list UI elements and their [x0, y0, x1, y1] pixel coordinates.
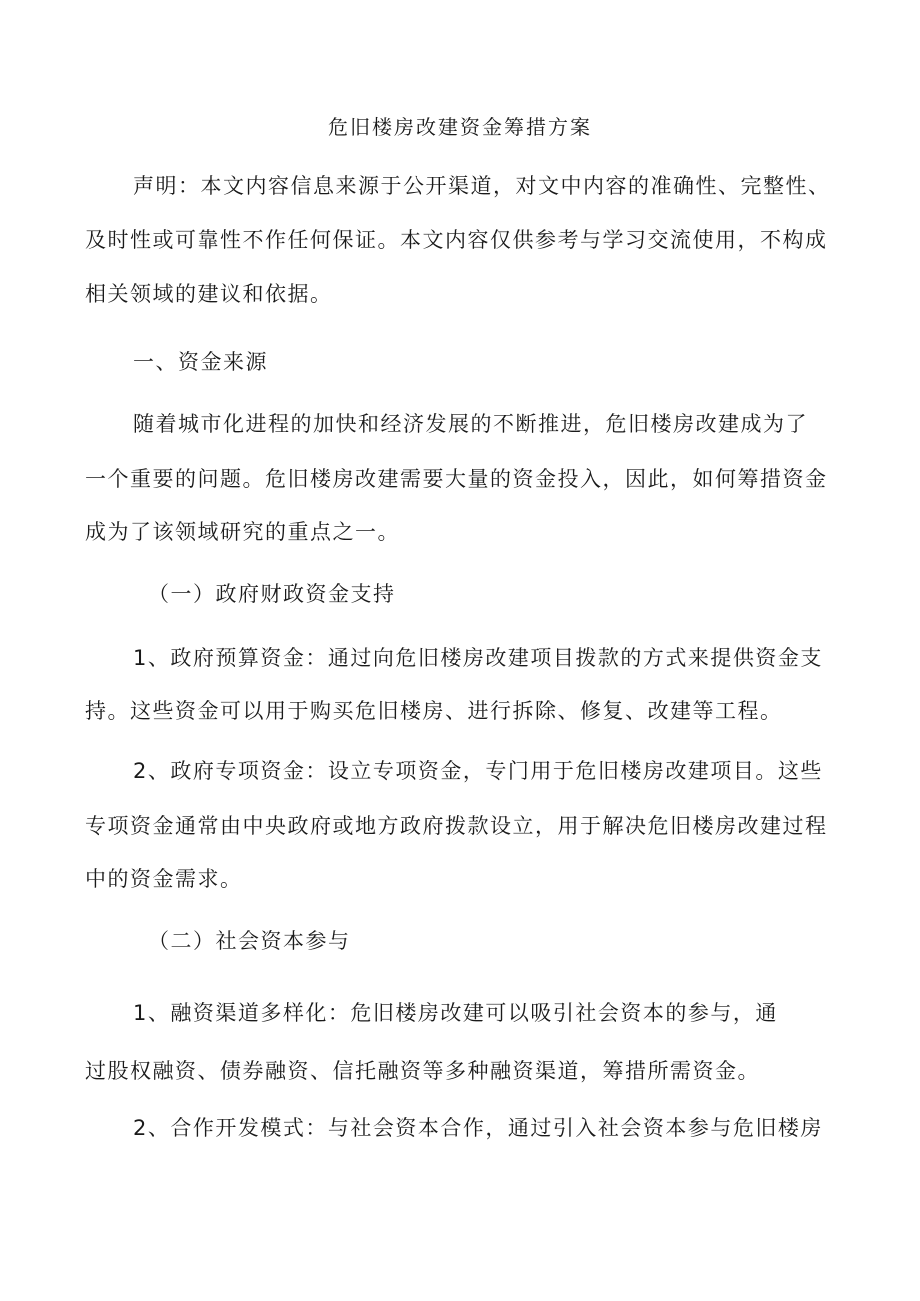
intro-line-3: 成为了该领域研究的重点之一。: [85, 520, 400, 544]
gov-special-line-3: 中的资金需求。: [85, 867, 243, 891]
gov-special-line-2: 专项资金通常由中央政府或地方政府拨款设立，用于解决危旧楼房改建过程: [85, 814, 828, 838]
financing-channels-line-1: 1、融资渠道多样化：危旧楼房改建可以吸引社会资本的参与，通: [133, 1001, 778, 1025]
intro-line-1: 随着城市化进程的加快和经济发展的不断推进，危旧楼房改建成为了: [133, 412, 808, 436]
gov-special-line-1: 2、政府专项资金：设立专项资金，专门用于危旧楼房改建项目。这些: [133, 759, 823, 783]
disclaimer-line-1: 声明：本文内容信息来源于公开渠道，对文中内容的准确性、完整性、: [133, 174, 831, 198]
gov-budget-line-2: 持。这些资金可以用于购买危旧楼房、进行拆除、修复、改建等工程。: [85, 699, 783, 723]
section-heading-funding-sources: 一、资金来源: [133, 350, 268, 374]
subsection-heading-social-capital: （二）社会资本参与: [148, 929, 351, 953]
intro-line-2: 一个重要的问题。危旧楼房改建需要大量的资金投入，因此，如何筹措资金: [85, 467, 828, 491]
document-title: 危旧楼房改建资金筹措方案: [328, 115, 592, 139]
disclaimer-line-3: 相关领域的建议和依据。: [85, 282, 333, 306]
cooperative-development-line-1: 2、合作开发模式：与社会资本合作，通过引入社会资本参与危旧楼房: [133, 1116, 823, 1140]
gov-budget-line-1: 1、政府预算资金：通过向危旧楼房改建项目拨款的方式来提供资金支: [133, 646, 823, 670]
financing-channels-line-2: 过股权融资、债券融资、信托融资等多种融资渠道，筹措所需资金。: [85, 1059, 760, 1083]
subsection-heading-government-funding: （一）政府财政资金支持: [148, 582, 396, 606]
disclaimer-line-2: 及时性或可靠性不作任何保证。本文内容仅供参考与学习交流使用，不构成: [85, 228, 828, 252]
